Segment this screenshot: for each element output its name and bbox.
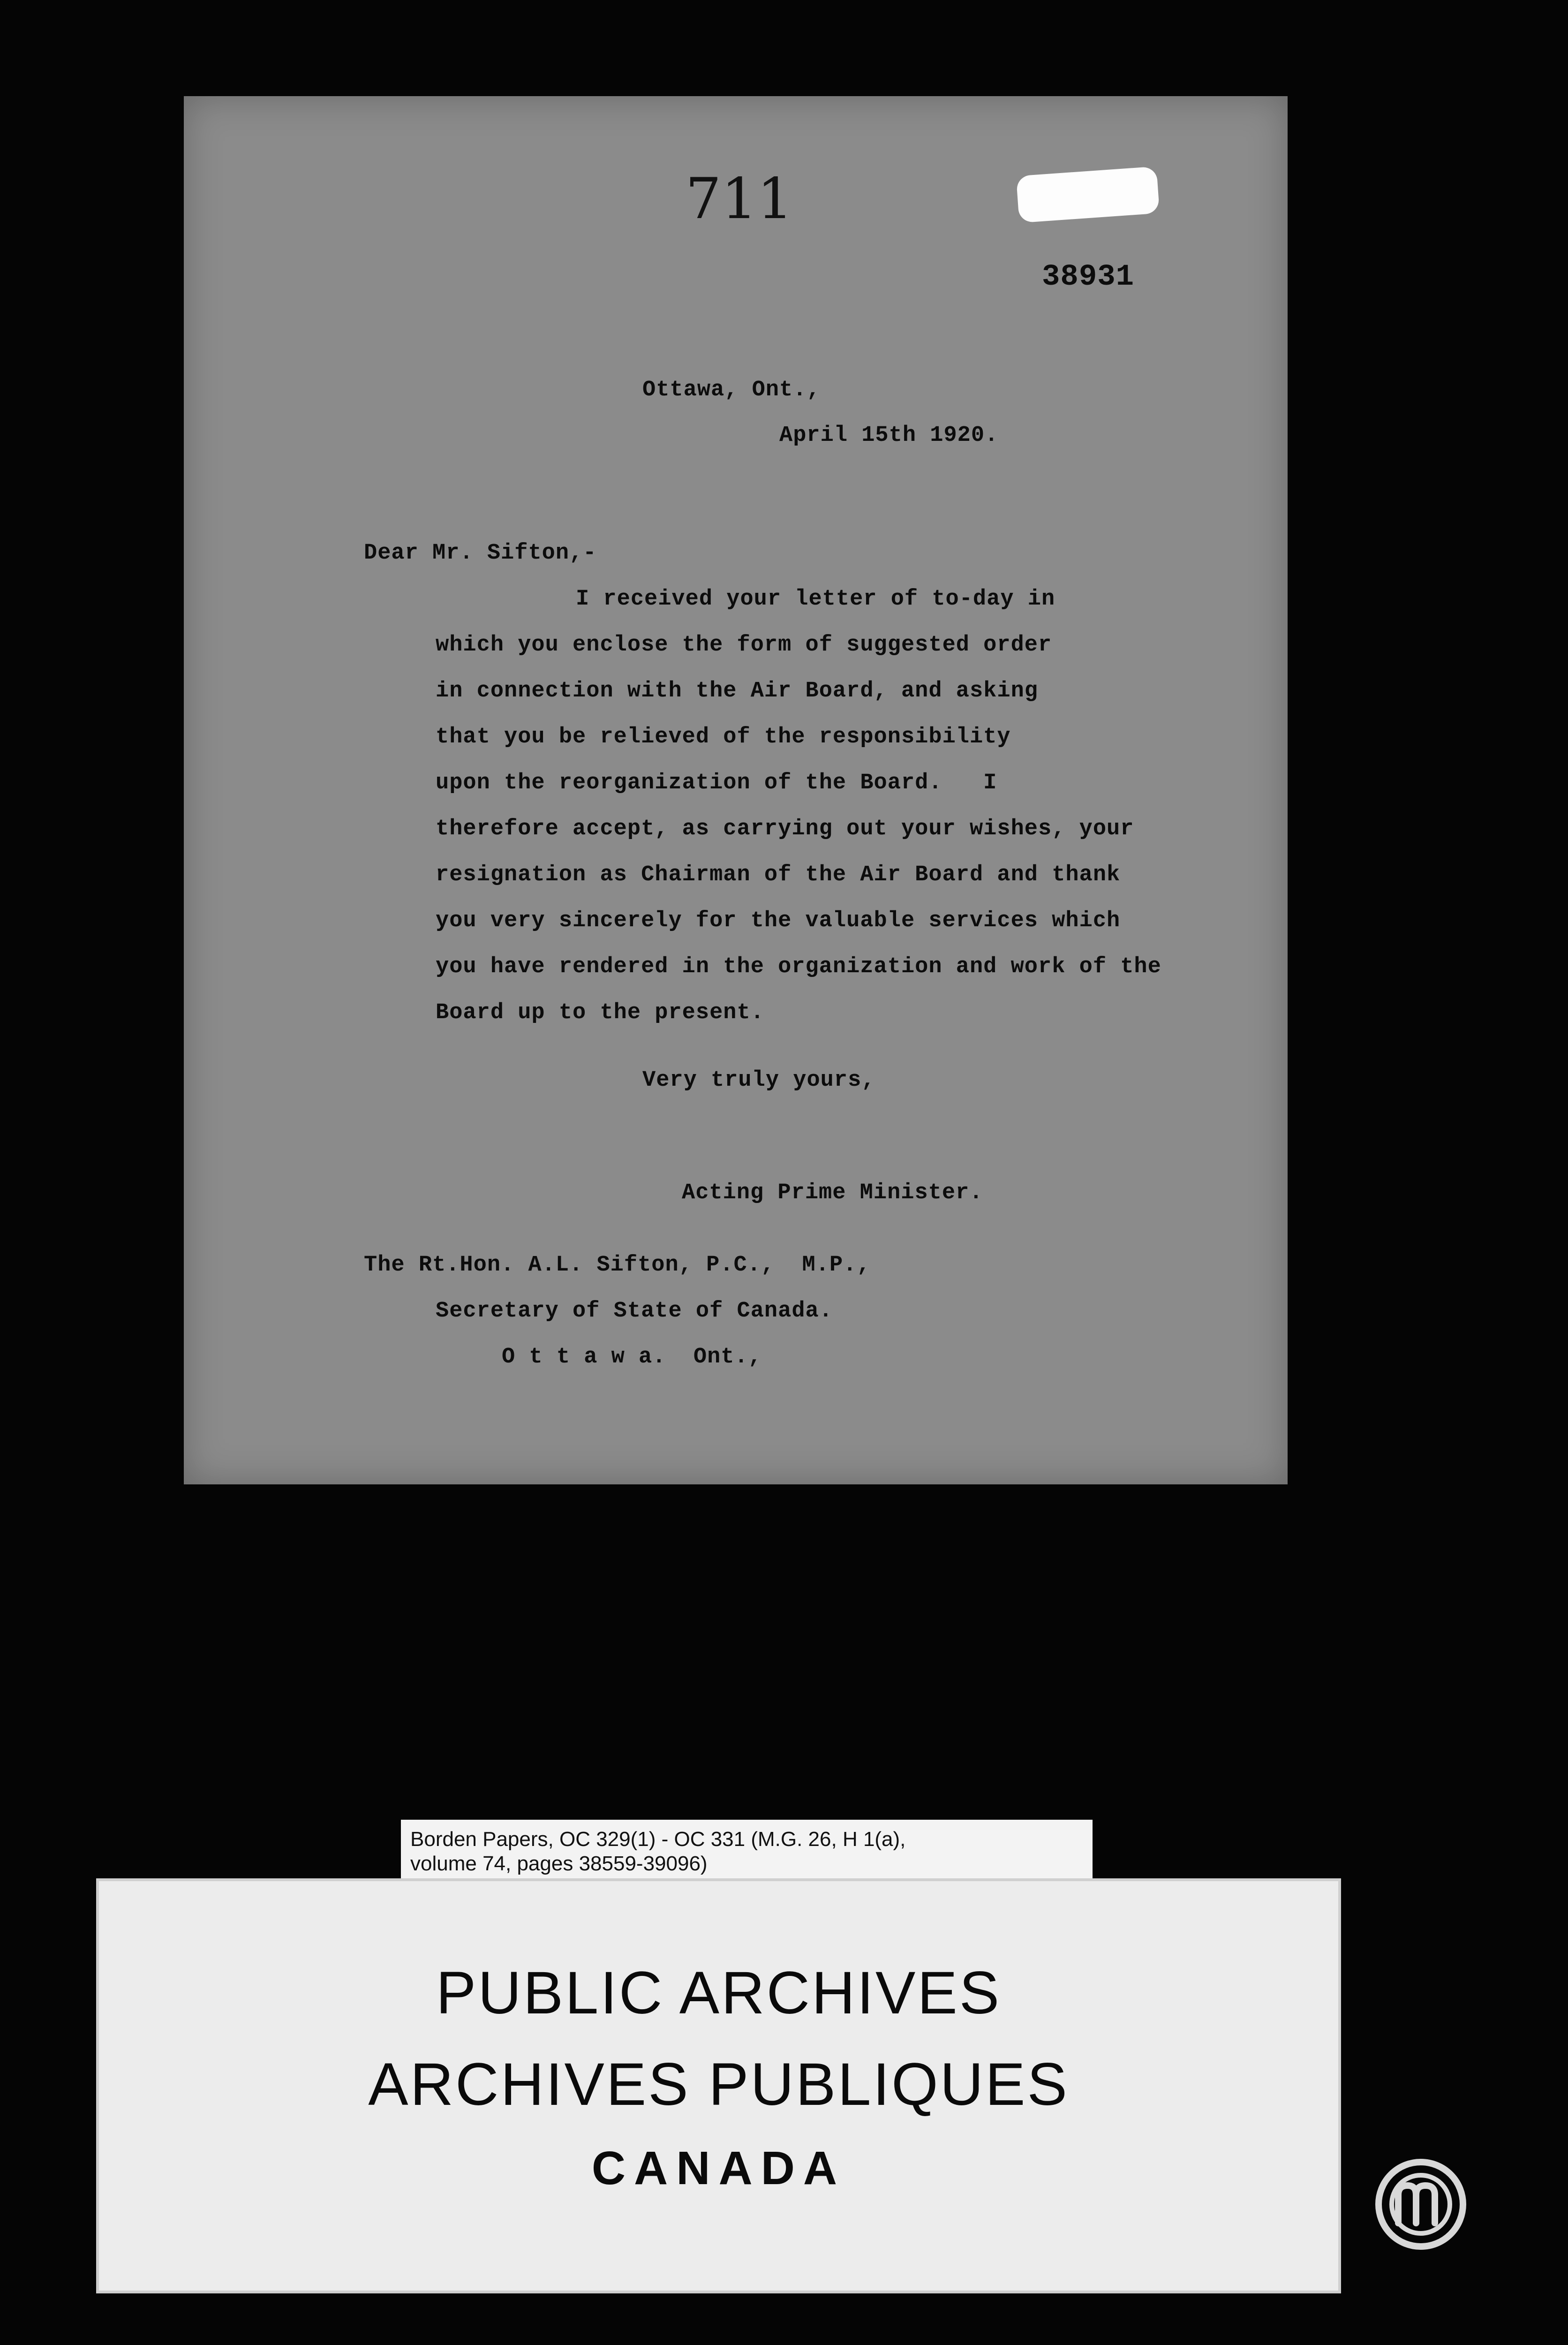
letter-body-line: you have rendered in the organization and work of the	[436, 954, 1161, 979]
letter-body-line: upon the reorganization of the Board. I	[436, 771, 997, 795]
handwritten-mark: 711	[686, 166, 793, 232]
letter-body-line: in connection with the Air Board, and asking	[436, 679, 1039, 704]
letter-salutation: Dear Mr. Sifton,-	[364, 541, 597, 566]
letter-closing: Very truly yours,	[642, 1068, 875, 1093]
archive-country: CANADA	[591, 2142, 846, 2194]
letter-body-line: I received your letter of to-day in	[576, 587, 1055, 612]
addressee-line: The Rt.Hon. A.L. Sifton, P.C., M.P.,	[364, 1253, 871, 1278]
caption-line: volume 74, pages 38559-39096)	[410, 1852, 708, 1875]
letter-body-line: that you be relieved of the responsibility	[436, 725, 1011, 749]
archive-title-en: PUBLIC ARCHIVES	[436, 1959, 1002, 2027]
letter-page	[184, 96, 1288, 1484]
letter-body-line: Board up to the present.	[436, 1000, 764, 1025]
caption-line: Borden Papers, OC 329(1) - OC 331 (M.G. 26, H 1(a),	[410, 1828, 906, 1851]
document-number: 38931	[1042, 260, 1135, 294]
archive-title-fr: ARCHIVES PUBLIQUES	[368, 2051, 1069, 2118]
letter-body-line: therefore accept, as carrying out your wishes, your	[436, 817, 1134, 841]
letter-body-line: resignation as Chairman of the Air Board and thank	[436, 862, 1121, 887]
addressee-line: Secretary of State of Canada.	[436, 1299, 833, 1324]
addressee-line: O t t a w a. Ont.,	[502, 1345, 762, 1369]
signature-title: Acting Prime Minister.	[682, 1180, 983, 1205]
whiteout-patch	[1016, 166, 1160, 223]
letter-place: Ottawa, Ont.,	[642, 378, 821, 402]
archive-card	[96, 1878, 1341, 2293]
letter-body-line: which you enclose the form of suggested order	[436, 633, 1052, 658]
letter-date: April 15th 1920.	[779, 423, 999, 448]
microfilm-logo-icon	[1369, 2153, 1472, 2256]
letter-body-line: you very sincerely for the valuable services which	[436, 908, 1121, 933]
archive-caption	[401, 1820, 1093, 1883]
